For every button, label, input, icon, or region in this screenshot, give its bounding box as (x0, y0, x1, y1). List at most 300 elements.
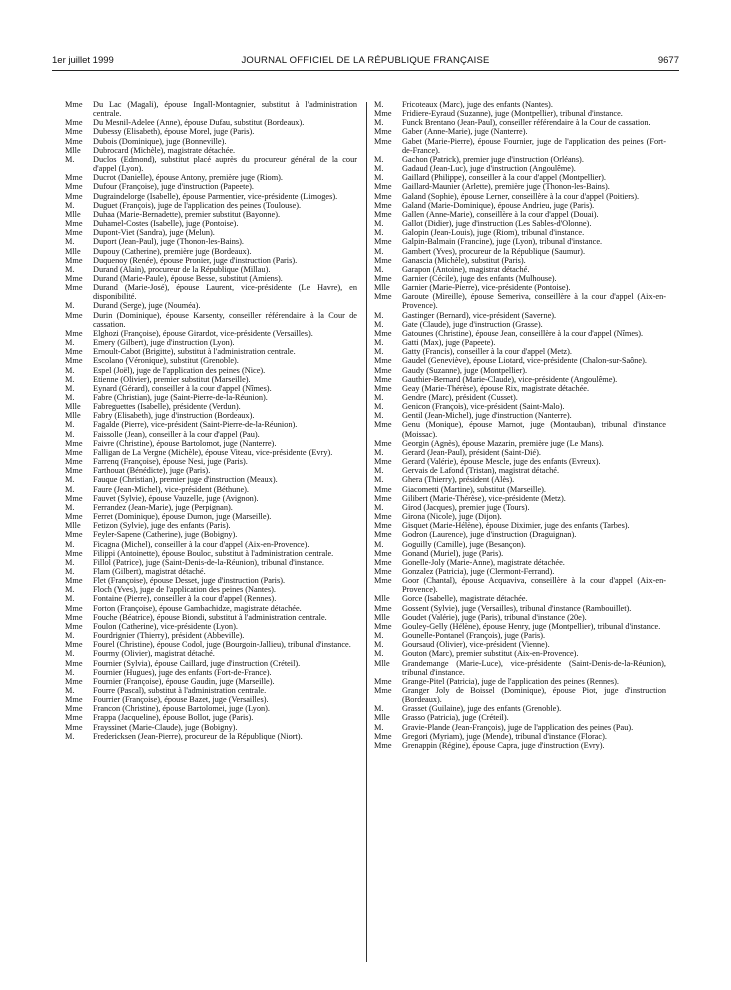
entry-text: Galand (Marie-Dominique), épouse Andrieu, juge (Paris). (402, 200, 595, 210)
entry-title: M. (65, 429, 75, 439)
list-item (65, 695, 357, 704)
entry-text: Garnier (Cécile), juge des enfants (Mulhouse). (402, 273, 557, 283)
entry-title: Mme (65, 182, 83, 192)
entry-title: M. (374, 310, 384, 320)
list-item (65, 366, 357, 375)
list-item (374, 512, 666, 521)
entry-title: Mme (65, 173, 83, 183)
entry-title: Mme (65, 713, 83, 723)
list-item (65, 475, 357, 484)
entry-title: Mme (374, 255, 392, 265)
entry-text: Gorce (Isabelle), magistrate détachée. (402, 594, 528, 604)
entry-text: Fauque (Christian), premier juge d'instruction (Meaux). (93, 475, 278, 485)
entry-text: Fontaine (Pierre), conseiller à la cour d'appel (Rennes). (93, 594, 277, 604)
list-item (65, 146, 357, 155)
entry-title: Mlle (374, 283, 390, 293)
entry-text: Ferret (Dominique), épouse Dumon, juge (Marseille). (93, 512, 272, 522)
entry-text: Godron (Laurence), juge d'instruction (Draguignan). (402, 530, 577, 540)
list-item (65, 732, 357, 741)
entry-text: Faure (Jean-Michel), vice-président (Béthune). (93, 484, 249, 494)
entry-text: Goguilly (Camille), juge (Besançon). (402, 539, 526, 549)
entry-text: Fillol (Patrice), juge (Saint-Denis-de-la-Réunion), tribunal d'instance. (93, 557, 324, 567)
list-item (65, 192, 357, 201)
entry-text: Gastinger (Bernard), vice-président (Saverne). (402, 310, 557, 320)
entry-title: M. (374, 347, 384, 357)
list-item (374, 732, 666, 741)
list-item (65, 723, 357, 732)
list-item (374, 549, 666, 558)
entry-title: Mme (65, 640, 83, 650)
entry-text: Fourdrignier (Thierry), président (Abbeville). (93, 631, 245, 641)
list-item (374, 182, 666, 191)
list-item (65, 613, 357, 622)
list-item (65, 247, 357, 256)
entry-text: Frayssinet (Marie-Claude), juge (Bobigny). (93, 722, 238, 732)
entry-text: Gatti (Max), juge (Papeete). (402, 338, 496, 348)
list-item (374, 192, 666, 201)
list-item (374, 118, 666, 127)
entry-text: Ferrandez (Jean-Marie), juge (Perpignan). (93, 502, 233, 512)
entry-text: Dubois (Dominique), juge (Bonneville). (93, 136, 227, 146)
entry-title: M. (374, 246, 384, 256)
left-column (65, 100, 357, 741)
entry-title: M. (65, 649, 75, 659)
entry-text: Gatounes (Christine), épouse Jean, conseillère à la cour d'appel (Nîmes). (402, 328, 644, 338)
list-item (65, 329, 357, 338)
list-item (65, 127, 357, 136)
list-item (65, 512, 357, 521)
list-item (65, 228, 357, 237)
list-item (374, 247, 666, 256)
list-item (374, 411, 666, 420)
entry-title: Mme (374, 328, 392, 338)
entry-text: Ducrot (Danielle), épouse Antony, première juge (Riom). (93, 173, 284, 183)
entry-text: Dubessy (Elisabeth), épouse Morel, juge (Paris). (93, 127, 255, 137)
list-item (65, 237, 357, 246)
list-item (374, 201, 666, 210)
entry-text: Du Mesnil-Adelee (Anne), épouse Dufau, substitut (Bordeaux). (93, 118, 305, 128)
entry-title: Mme (374, 484, 392, 494)
entry-text: Forton (Françoise), épouse Gambachidze, magistrate détachée. (93, 603, 302, 613)
list-item (374, 466, 666, 475)
entry-title: Mme (374, 237, 392, 247)
entry-title: Mme (374, 566, 392, 576)
entry-title: Mme (374, 548, 392, 558)
entry-text: Fabreguettes (Isabelle), présidente (Verdun). (93, 402, 241, 412)
entry-title: Mme (65, 347, 83, 357)
entry-text: Fournier (Hugues), juge des enfants (Fort-de-France). (93, 667, 272, 677)
list-item (65, 640, 357, 649)
entry-text: Durand (Marie-Paule), épouse Besse, substitut (Amiens). (93, 273, 283, 283)
entry-text: Galand (Sophie), épouse Lerner, conseillère à la cour d'appel (Poitiers). (402, 191, 640, 201)
entry-text: Gallen (Anne-Marie), conseillère à la cour d'appel (Douai). (402, 209, 599, 219)
entry-title: Mme (374, 383, 392, 393)
list-item (65, 585, 357, 594)
list-item (374, 329, 666, 338)
entry-title: M. (374, 475, 384, 485)
entry-text: Grange-Pitel (Patricia), juge de l'application des peines (Rennes). (402, 676, 619, 686)
list-item (65, 384, 357, 393)
entry-title: Mme (65, 658, 83, 668)
entry-text: Elghozi (Françoise), épouse Girardot, vice-présidente (Versailles). (93, 328, 313, 338)
entry-text: Genicon (François), vice-président (Saint-Malo). (402, 402, 565, 412)
entry-title: Mme (374, 576, 392, 586)
entry-text: Duquenoy (Renée), épouse Pronier, juge d'instruction (Paris). (93, 255, 298, 265)
entry-title: M. (374, 539, 384, 549)
entry-title: M. (65, 594, 75, 604)
list-item (374, 677, 666, 686)
entry-title: Mme (374, 457, 392, 467)
entry-title: M. (65, 393, 75, 402)
list-item (65, 210, 357, 219)
entry-title: Mme (374, 521, 392, 531)
entry-title: Mme (374, 209, 392, 219)
entry-title: M. (65, 667, 75, 677)
entry-text: Durin (Dominique), épouse Karsenty, conseiller référendaire à la Cour de cassation. (93, 310, 357, 329)
list-item (374, 567, 666, 576)
entry-title: Mme (65, 722, 83, 732)
entry-text: Frappa (Jacqueline), épouse Bollot, juge (Paris). (93, 713, 254, 723)
entry-text: Gervais de Lafond (Tristan), magistrat détaché. (402, 466, 560, 476)
entry-title: M. (374, 722, 384, 732)
list-item (374, 210, 666, 219)
entry-title: Mme (65, 356, 83, 366)
entry-text: Fournier (Françoise), épouse Gaudin, juge (Marseille). (93, 676, 275, 686)
entry-title: M. (374, 402, 384, 412)
list-item (65, 301, 357, 310)
entry-text: Goursaud (Olivier), vice-président (Vienne). (402, 640, 550, 650)
entry-title: Mme (374, 356, 392, 366)
entry-title: M. (65, 631, 75, 641)
entry-title: M. (374, 118, 384, 128)
entry-title: M. (374, 173, 384, 183)
list-item (374, 137, 666, 155)
entry-title: Mme (374, 731, 392, 741)
entry-text: Gatty (Francis), conseiller à la cour d'appel (Metz). (402, 347, 572, 357)
list-item (374, 540, 666, 549)
entry-text: Gisquet (Marie-Hélène), épouse Diximier, juge des enfants (Tarbes). (402, 521, 630, 531)
list-item (65, 137, 357, 146)
entry-title: M. (374, 228, 384, 238)
entry-title: M. (374, 154, 384, 164)
list-item (65, 420, 357, 429)
list-item (374, 686, 666, 704)
entry-text: Espel (Joël), juge de l'application des peines (Nice). (93, 365, 266, 375)
entry-title: Mme (374, 512, 392, 522)
entry-text: Fourre (Pascal), substitut à l'administration centrale. (93, 686, 267, 695)
list-item (374, 384, 666, 393)
entry-text: Gaber (Anne-Marie), juge (Nanterre). (402, 127, 528, 137)
list-item (374, 457, 666, 466)
entry-title: Mlle (65, 521, 81, 531)
entry-title: M. (374, 393, 384, 402)
entry-text: Gate (Claude), juge d'instruction (Grasse). (402, 319, 543, 329)
entry-text: Emery (Gilbert), juge d'instruction (Lyon). (93, 338, 235, 348)
entry-title: M. (65, 374, 75, 384)
list-item (374, 219, 666, 228)
entry-text: Gabet (Marie-Pierre), épouse Fournier, juge de l'application des peines (Fort-de-France). (402, 136, 666, 155)
entry-text: Flam (Gilbert), magistrat détaché. (93, 566, 206, 576)
entry-title: Mme (65, 512, 83, 522)
list-item (374, 485, 666, 494)
list-item (374, 659, 666, 677)
entry-text: Gaillard-Maunier (Arlette), première juge (Thonon-les-Bains). (402, 182, 610, 192)
list-item (65, 503, 357, 512)
entry-title: M. (374, 100, 384, 109)
entry-text: Falligan de La Vergne (Michèle), épouse Viteau, vice-présidente (Evry). (93, 447, 333, 457)
entry-text: Geay (Marie-Thérèse), épouse Rix, magistrate détachée. (402, 383, 590, 393)
entry-text: Gilibert (Marie-Thérèse), vice-présidente (Metz). (402, 493, 566, 503)
entry-text: Funck Brentano (Jean-Paul), conseiller référendaire à la Cour de cassation. (402, 118, 651, 128)
list-item (374, 347, 666, 356)
entry-text: Durand (Marie-José), épouse Laurent, vice-présidente (Le Havre), en disponibilité. (93, 283, 357, 302)
entry-title: Mme (65, 695, 83, 705)
entry-text: Fabre (Christian), juge (Saint-Pierre-de-la-Réunion). (93, 393, 268, 402)
entry-title: Mme (65, 328, 83, 338)
entry-title: Mme (65, 283, 83, 293)
list-item (65, 219, 357, 228)
list-item (374, 475, 666, 484)
entry-title: M. (65, 502, 75, 512)
entry-text: Francon (Christine), épouse Bartolomei, juge (Lyon). (93, 704, 270, 714)
entry-text: Duclos (Edmond), substitut placé auprès du procureur général de la cour d'appel (Lyon). (93, 154, 357, 174)
entry-title: Mme (374, 676, 392, 686)
entry-title: M. (65, 731, 75, 741)
entry-text: Fouche (Béatrice), épouse Biondi, substitut à l'administration centrale. (93, 612, 327, 622)
entry-text: Gambert (Yves), procureur de la République (Saumur). (402, 246, 586, 256)
list-item (65, 567, 357, 576)
list-item (374, 292, 666, 310)
list-item (374, 109, 666, 118)
entry-text: Goudet (Valérie), juge (Paris), tribunal d'instance (20e). (402, 612, 587, 622)
entry-text: Fauvet (Sylvie), épouse Vauzelle, juge (Avignon). (93, 493, 259, 503)
list-item (374, 530, 666, 539)
entry-text: Dupouy (Catherine), première juge (Bordeaux). (93, 246, 252, 256)
entry-text: Granger Joly de Boissel (Dominique), épouse Piot, juge d'instruction (Bordeaux). (402, 686, 666, 705)
entry-title: Mme (374, 530, 392, 540)
list-item (374, 594, 666, 603)
entry-text: Girona (Nicole), juge (Dijon). (402, 512, 502, 522)
list-item (65, 256, 357, 265)
list-item (374, 439, 666, 448)
entry-text: Duguet (François), juge de l'application des peines (Toulouse). (93, 200, 302, 210)
list-item (374, 256, 666, 265)
entry-title: M. (374, 264, 384, 274)
list-item (374, 521, 666, 530)
entry-title: M. (374, 338, 384, 348)
entry-title: Mme (65, 493, 83, 503)
entry-text: Dupont-Viet (Sandra), juge (Melun). (93, 228, 215, 238)
entry-title: M. (65, 557, 75, 567)
entry-title: Mme (65, 136, 83, 146)
entry-text: Durand (Serge), juge (Nouméa). (93, 301, 201, 311)
list-item (65, 439, 357, 448)
list-item (65, 347, 357, 356)
entry-title: Mlle (65, 246, 81, 256)
entry-text: Ganascia (Michèle), substitut (Paris). (402, 255, 526, 265)
entry-title: M. (65, 237, 75, 247)
entry-title: Mme (65, 676, 83, 686)
right-column (374, 100, 666, 750)
entry-title: Mme (65, 191, 83, 201)
entry-title: M. (65, 420, 75, 430)
entry-text: Dubrocard (Michèle), magistrate détachée. (93, 145, 236, 155)
entry-text: Fournier (Sylvia), épouse Caillard, juge d'instruction (Créteil). (93, 658, 301, 668)
entry-text: Fourel (Christine), épouse Codol, juge (Bourgoin-Jallieu), tribunal d'instance. (93, 640, 351, 650)
list-item (65, 375, 357, 384)
entry-title: Mme (65, 100, 83, 109)
entry-text: Fredericksen (Jean-Pierre), procureur de la République (Niort). (93, 731, 303, 741)
column-divider (366, 102, 367, 962)
entry-text: Ficagna (Michel), conseiller à la cour d'appel (Aix-en-Provence). (93, 539, 310, 549)
header-title: JOURNAL OFFICIEL DE LA RÉPUBLIQUE FRANÇAISE (241, 55, 490, 66)
entry-text: Gendre (Marc), président (Cusset). (402, 393, 518, 402)
list-item (65, 713, 357, 722)
list-item (65, 668, 357, 677)
list-item (65, 448, 357, 457)
entry-title: Mme (374, 136, 392, 146)
entry-title: M. (65, 566, 75, 576)
list-item (374, 713, 666, 722)
list-item (374, 622, 666, 631)
list-item (374, 631, 666, 640)
entry-text: Faivre (Christine), épouse Bartolomot, juge (Nanterre). (93, 438, 277, 448)
list-item (65, 594, 357, 603)
list-item (65, 338, 357, 347)
entry-text: Grenappin (Régine), épouse Capra, juge d'instruction (Evry). (402, 740, 605, 750)
entry-text: Gregori (Myriam), juge (Mende), tribunal d'instance (Florac). (402, 731, 607, 741)
entry-title: M. (65, 539, 75, 549)
entry-title: M. (374, 704, 384, 714)
entry-title: Mlle (374, 713, 390, 723)
entry-title: Mme (374, 127, 392, 137)
list-item (374, 237, 666, 246)
entry-text: Gaillard (Philippe), conseiller à la cour d'appel (Montpellier). (402, 173, 607, 183)
entry-title: M. (374, 649, 384, 659)
entry-text: Eynard (Gérard), conseiller à la cour d'appel (Nîmes). (93, 383, 272, 393)
entry-text: Girod (Jacques), premier juge (Tours). (402, 502, 530, 512)
entry-title: Mme (65, 118, 83, 128)
entry-text: Dugraindelorge (Isabelle), épouse Parmentier, vice-présidente (Limoges). (93, 191, 338, 201)
entry-text: Goor (Chantal), épouse Acquaviva, conseillère à la cour d'appel (Aix-en-Provence). (402, 576, 666, 595)
entry-title: Mme (65, 255, 83, 265)
list-item (65, 549, 357, 558)
entry-text: Gonelle-Joly (Marie-Anne), magistrate détachée. (402, 557, 565, 567)
entry-text: Grasso (Patricia), juge (Créteil). (402, 713, 509, 723)
entry-text: Fagalde (Pierre), vice-président (Saint-Pierre-de-la-Réunion). (93, 420, 298, 430)
list-item (374, 613, 666, 622)
entry-text: Fourmy (Olivier), magistrat détaché. (93, 649, 215, 659)
list-item (65, 283, 357, 301)
list-item (374, 723, 666, 732)
entry-title: Mme (374, 200, 392, 210)
entry-text: Foulon (Catherine), vice-présidente (Lyon). (93, 621, 238, 631)
entry-text: Farrenq (Françoise), épouse Nesi, juge (Paris). (93, 457, 248, 467)
list-item (374, 164, 666, 173)
list-item (374, 155, 666, 164)
list-item (65, 118, 357, 127)
entry-text: Faissolle (Jean), conseiller à la cour d'appel (Pau). (93, 429, 260, 439)
list-item (65, 485, 357, 494)
list-item (374, 393, 666, 402)
entry-title: M. (65, 301, 75, 311)
entry-title: Mme (374, 621, 392, 631)
list-item (374, 640, 666, 649)
list-item (65, 604, 357, 613)
entry-text: Gonand (Muriel), juge (Paris). (402, 548, 504, 558)
entry-title: Mme (374, 557, 392, 567)
entry-title: Mme (65, 310, 83, 320)
entry-text: Gossent (Sylvie), juge (Versailles), tribunal d'instance (Rambouillet). (402, 603, 632, 613)
list-item (374, 503, 666, 512)
entry-text: Flet (Françoise), épouse Desset, juge d'instruction (Paris). (93, 576, 286, 586)
entry-text: Gachon (Patrick), premier juge d'instruction (Orléans). (402, 154, 584, 164)
list-item (374, 283, 666, 292)
list-item (65, 466, 357, 475)
list-item (65, 182, 357, 191)
entry-text: Feyler-Sapene (Catherine), juge (Bobigny). (93, 530, 238, 540)
entry-title: Mlle (65, 145, 81, 155)
entry-title: Mme (65, 228, 83, 238)
entry-title: M. (65, 200, 75, 210)
list-item (65, 659, 357, 668)
list-item (65, 155, 357, 173)
list-item (65, 540, 357, 549)
entry-text: Filippi (Antoinette), épouse Bouloc, substitut à l'administration centrale. (93, 548, 334, 558)
entry-text: Ghera (Thierry), président (Alès). (402, 475, 515, 485)
list-item (65, 576, 357, 585)
list-item (374, 420, 666, 438)
list-item (65, 173, 357, 182)
entry-text: Fourrier (Françoise), épouse Bazet, juge (Versailles). (93, 695, 269, 705)
entry-title: Mlle (65, 209, 81, 219)
entry-title: M. (374, 502, 384, 512)
entry-title: Mme (65, 457, 83, 467)
entry-title: Mme (65, 219, 83, 229)
list-item (65, 704, 357, 713)
list-item (374, 448, 666, 457)
list-item (374, 402, 666, 411)
entry-title: Mme (65, 127, 83, 137)
entry-title: Mlle (374, 658, 390, 668)
list-item (374, 494, 666, 503)
entry-text: Genu (Monique), épouse Marnot, juge (Montauban), tribunal d'instance (Moissac). (402, 420, 666, 439)
entry-title: M. (374, 640, 384, 650)
entry-title: Mme (374, 191, 392, 201)
list-item (65, 356, 357, 365)
entry-text: Grandemange (Marie-Luce), vice-présidente (Saint-Denis-de-la-Réunion), tribunal d'instance. (402, 658, 666, 677)
header-date: 1er juillet 1999 (52, 55, 114, 66)
entry-title: Mme (374, 365, 392, 375)
entry-text: Gauthier-Bernard (Marie-Claude), vice-présidente (Angoulême). (402, 374, 618, 384)
entry-title: M. (65, 264, 75, 274)
list-item (65, 649, 357, 658)
entry-text: Gouton (Marc), premier substitut (Aix-en-Provence). (402, 649, 579, 659)
entry-text: Georgin (Agnès), épouse Mazarin, première juge (Le Mans). (402, 438, 604, 448)
entry-text: Fridiere-Eyraud (Suzanne), juge (Montpellier), tribunal d'instance. (402, 109, 623, 119)
list-item (374, 127, 666, 136)
entry-text: Du Lac (Magali), épouse Ingall-Montagnier, substitut à l'administration centrale. (93, 100, 357, 119)
entry-text: Duhaa (Marie-Bernadette), premier substitut (Bayonne). (93, 209, 281, 219)
entry-title: M. (374, 319, 384, 329)
entry-text: Galpin-Balmain (Francine), juge (Lyon), tribunal d'instance. (402, 237, 603, 247)
entry-text: Garoute (Mireille), épouse Semeriva, conseillère à la cour d'appel (Aix-en-Provence). (402, 292, 666, 311)
list-item (374, 366, 666, 375)
entry-text: Floch (Yves), juge de l'application des peines (Nantes). (93, 585, 276, 595)
entry-text: Giacometti (Martine), substitut (Marseille). (402, 484, 547, 494)
entry-title: M. (374, 411, 384, 421)
entry-text: Garnier (Marie-Pierre), vice-présidente (Pontoise). (402, 283, 571, 293)
